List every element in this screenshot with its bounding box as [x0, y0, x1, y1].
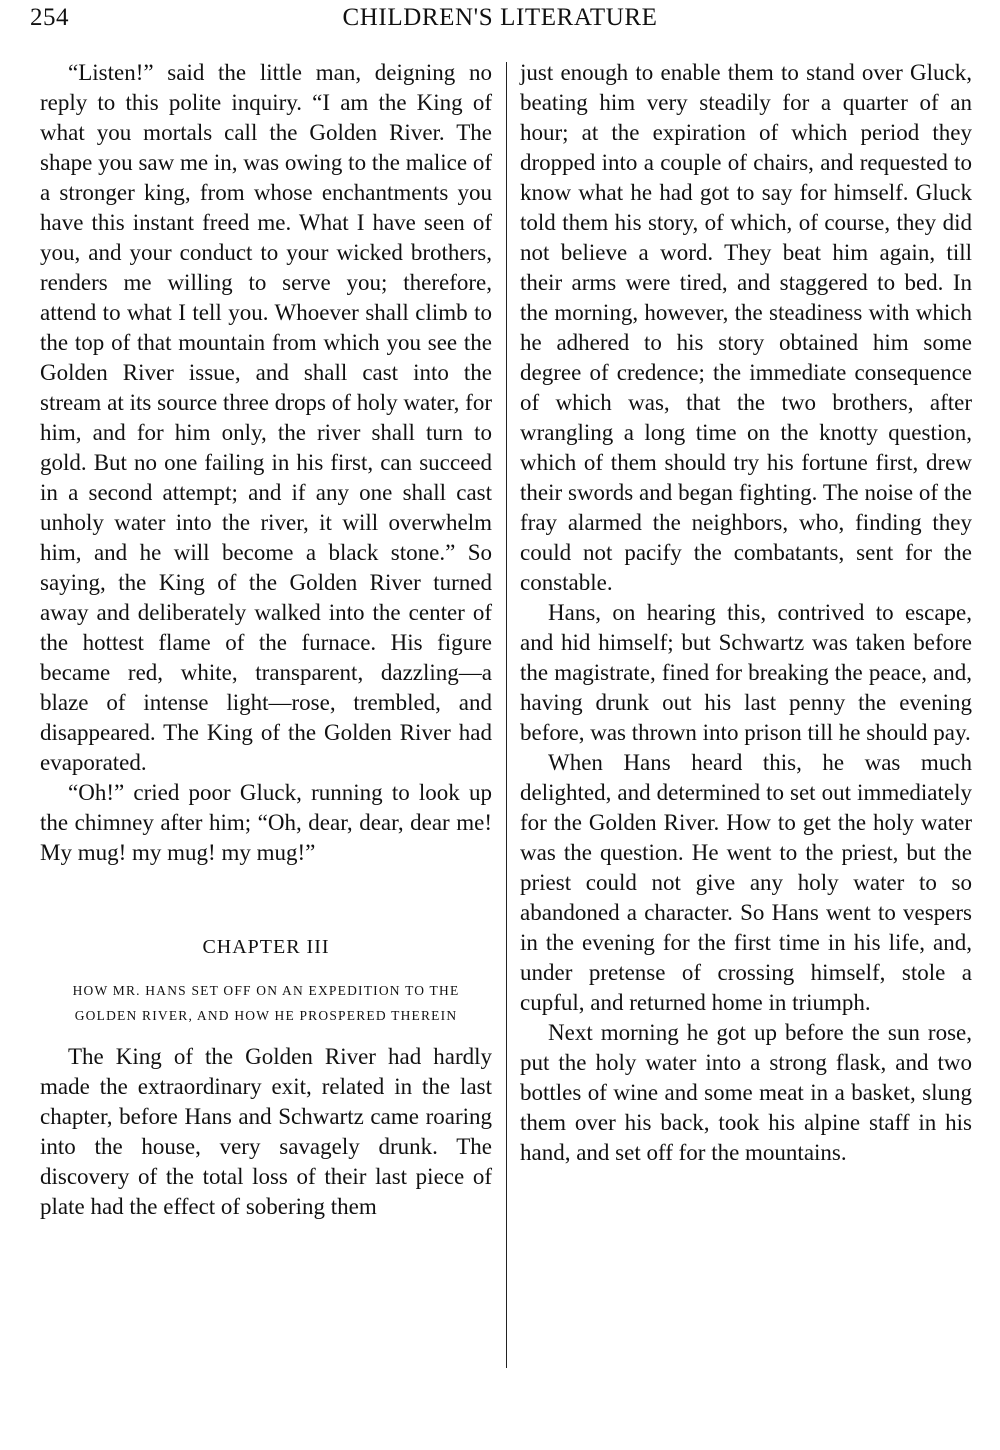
column-divider: [506, 62, 507, 1368]
paragraph-beating-continued: just enough to enable them to stand over Gluck, beating him very steadily for a quarter of an hour; at the expiration of which period they dropped into a couple of chairs, and requested to know what he had got to say for himself. Gluck told them his story, of which, of course, they did not believe a word. They beat him again, till their arms were tired, and staggered to bed. In the morning, however, the steadiness with which he adhered to his story obtained him some degree of credence; the immediate consequence of which was, that the two brothers, after wrangling a long time on the knotty question, which of them should try his fortune first, drew their swords and began fighting. The noise of the fray alarmed the neighbors, who, finding they could not pacify the combatants, sent for the constable.: [520, 60, 972, 595]
paragraph-set-off: Next morning he got up before the sun rose, put the holy water into a strong flask, and two bottles of wine and some meat in a basket, slung them over his back, took his alpine staff in his hand, and set off for the mountains.: [520, 1020, 972, 1165]
running-head: CHILDREN'S LITERATURE: [342, 4, 658, 31]
chapter-heading: CHAPTER III: [202, 936, 330, 958]
paragraph-holy-water: When Hans heard this, he was much delighted, and determined to set out immediately for the Golden River. How to get the holy water was the question. He went to the priest, but the priest could not give any holy water to so abandoned a character. So Hans went to vespers in the evening for the first time in his life, and, under pretense of crossing himself, stole a cupful, and returned home in triumph.: [520, 750, 972, 1015]
right-column: [520, 58, 972, 1168]
page-number: 254: [30, 4, 69, 31]
paragraph-hans-schwartz-return: The King of the Golden River had hardly made the extraordinary exit, related in the last chapter, before Hans and Schwartz came roaring into the house, very savagely drunk. The discovery of the total loss of their last piece of plate had the effect of sobering them: [40, 1044, 492, 1219]
chapter-subtitle: HOW MR. HANS SET OFF ON AN EXPEDITION TO THE GOLDEN RIVER, AND HOW HE PROSPERED THEREIN: [72, 983, 460, 1023]
paragraph-king-speech: “Listen!” said the little man, deigning no reply to this polite inquiry. “I am the King of what you mortals call the Golden River. The shape you saw me in, was owing to the malice of a stronger king, from whose enchantments you have this instant freed me. What I have seen of you, and your conduct to your wicked brothers, renders me willing to serve you; therefore, attend to what I tell you. Whoever shall climb to the top of that mountain from which you see the Golden River issue, and shall cast into the stream at its source three drops of holy water, for him, and for him only, the river shall turn to gold. But no one failing in his first, can succeed in a second attempt; and if any one shall cast unholy water into the river, it will overwhelm him, and he will become a black stone.” So saying, the King of the Golden River turned away and deliberately walked into the center of the hottest flame of the furnace. His figure became red, white, transparent, dazzling—a blaze of intense light—rose, trembled, and disappeared. The King of the Golden River had evaporated.: [40, 60, 492, 775]
paragraph-hans-escape: Hans, on hearing this, contrived to escape, and hid himself; but Schwartz was taken before the magistrate, fined for breaking the peace, and, having drunk out his last penny the evening before, was thrown into prison till he should pay.: [520, 600, 972, 745]
left-column: [40, 58, 492, 1222]
paragraph-gluck-mug: “Oh!” cried poor Gluck, running to look up the chimney after him; “Oh, dear, dear, dear me! My mug! my mug! my mug!”: [40, 780, 492, 865]
